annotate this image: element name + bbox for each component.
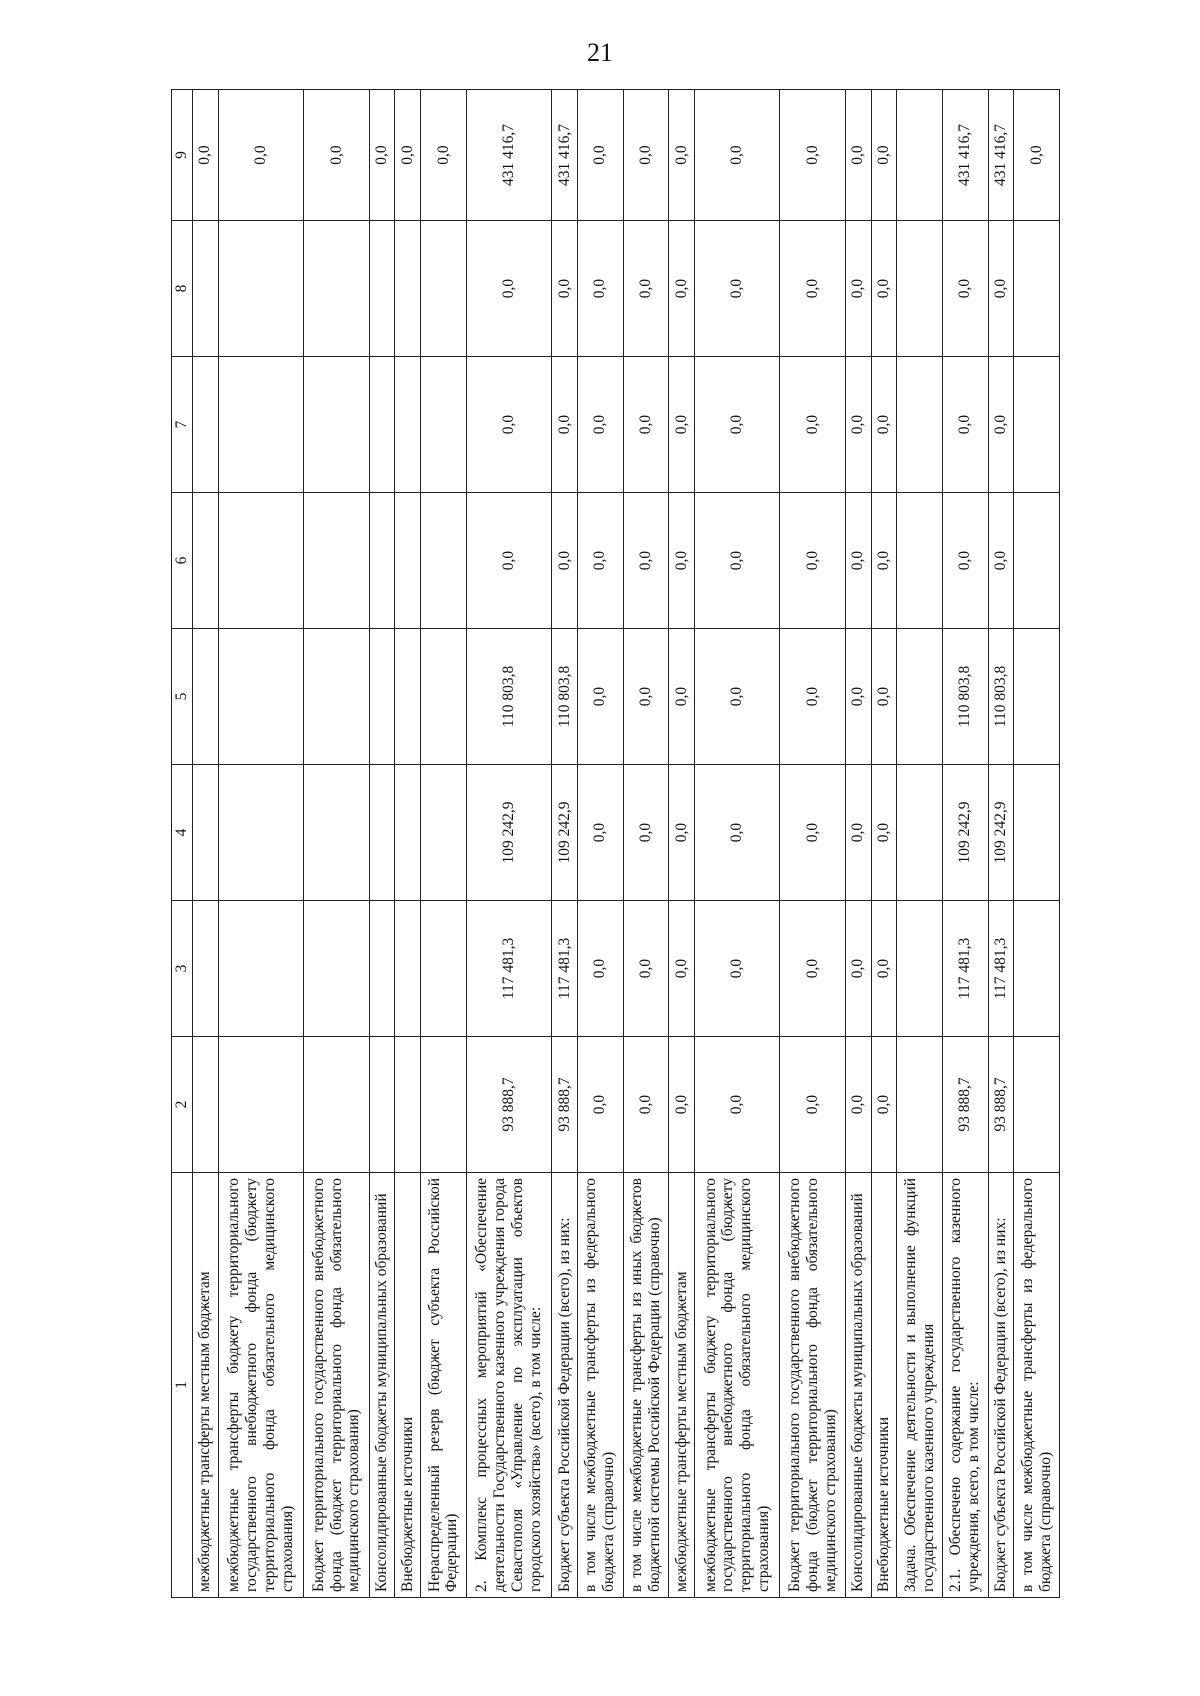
cell-col-4	[193, 765, 219, 901]
row-label: межбюджетные трансферты местным бюджетам	[193, 1173, 219, 1598]
cell-col-7	[395, 357, 421, 493]
cell-col-3	[1014, 901, 1060, 1037]
cell-col-3: 0,0	[871, 901, 897, 1037]
cell-col-3: 117 481,3	[466, 901, 552, 1037]
cell-col-8: 0,0	[988, 221, 1014, 357]
cell-col-7	[193, 357, 219, 493]
cell-col-5	[1014, 629, 1060, 765]
cell-col-9: 0,0	[395, 90, 421, 221]
cell-col-2: 93 888,7	[466, 1037, 552, 1173]
cell-col-9: 0,0	[669, 90, 695, 221]
cell-col-8	[897, 221, 943, 357]
cell-col-7: 0,0	[988, 357, 1014, 493]
cell-col-5: 0,0	[780, 629, 846, 765]
cell-col-8: 0,0	[846, 221, 872, 357]
cell-col-6: 0,0	[694, 493, 780, 629]
cell-col-9: 0,0	[694, 90, 780, 221]
row-label: Задача. Обеспечение деятельности и выполнение функций государственного казенного учреждения	[897, 1173, 943, 1598]
table-row	[395, 90, 421, 1598]
table-row	[466, 90, 552, 1598]
column-header-5: 5	[172, 629, 193, 765]
row-label: Бюджет субъекта Российской Федерации (всего), из них:	[988, 1173, 1014, 1598]
cell-col-6: 0,0	[577, 493, 623, 629]
cell-col-4: 109 242,9	[552, 765, 578, 901]
cell-col-5: 110 803,8	[988, 629, 1014, 765]
cell-col-9: 0,0	[780, 90, 846, 221]
row-label: межбюджетные трансферты местным бюджетам	[669, 1173, 695, 1598]
cell-col-2	[304, 1037, 370, 1173]
row-label: Бюджет субъекта Российской Федерации (всего), из них:	[552, 1173, 578, 1598]
cell-col-9: 0,0	[1014, 90, 1060, 221]
cell-col-8: 0,0	[942, 221, 988, 357]
cell-col-6: 0,0	[942, 493, 988, 629]
table-body	[193, 90, 1060, 1598]
cell-col-6	[897, 493, 943, 629]
cell-col-3	[218, 901, 304, 1037]
table-row	[421, 90, 467, 1598]
cell-col-5	[395, 629, 421, 765]
cell-col-2	[193, 1037, 219, 1173]
cell-col-4: 0,0	[577, 765, 623, 901]
cell-col-6	[395, 493, 421, 629]
table-row	[623, 90, 669, 1598]
cell-col-4	[421, 765, 467, 901]
cell-col-6: 0,0	[623, 493, 669, 629]
cell-col-6	[421, 493, 467, 629]
cell-col-3: 0,0	[669, 901, 695, 1037]
cell-col-2: 0,0	[669, 1037, 695, 1173]
row-label: Консолидированные бюджеты муниципальных образований	[369, 1173, 395, 1598]
cell-col-4	[304, 765, 370, 901]
cell-col-4	[395, 765, 421, 901]
cell-col-5	[193, 629, 219, 765]
table-row	[369, 90, 395, 1598]
cell-col-4: 0,0	[669, 765, 695, 901]
cell-col-5: 0,0	[871, 629, 897, 765]
cell-col-6	[304, 493, 370, 629]
cell-col-9: 0,0	[193, 90, 219, 221]
cell-col-8: 0,0	[552, 221, 578, 357]
cell-col-5: 0,0	[623, 629, 669, 765]
cell-col-4: 0,0	[846, 765, 872, 901]
cell-col-9: 0,0	[623, 90, 669, 221]
cell-col-8	[1014, 221, 1060, 357]
column-header-6: 6	[172, 493, 193, 629]
cell-col-8	[218, 221, 304, 357]
cell-col-4	[369, 765, 395, 901]
page-number: 21	[587, 38, 613, 67]
header-row	[172, 90, 193, 1598]
rotated-table-container	[171, 90, 1060, 1598]
cell-col-9: 431 416,7	[466, 90, 552, 221]
cell-col-7: 0,0	[552, 357, 578, 493]
cell-col-6	[218, 493, 304, 629]
cell-col-8	[369, 221, 395, 357]
row-label: межбюджетные трансферты бюджету территориального государственного внебюджетного фонда (бюджету территориального фонда обязательного медицинского страхования)	[218, 1173, 304, 1598]
cell-col-7	[304, 357, 370, 493]
row-label: в том числе межбюджетные трансферты из федерального бюджета (справочно)	[577, 1173, 623, 1598]
cell-col-2	[897, 1037, 943, 1173]
table-row	[218, 90, 304, 1598]
cell-col-3: 0,0	[846, 901, 872, 1037]
table-row	[897, 90, 943, 1598]
cell-col-8	[193, 221, 219, 357]
cell-col-4	[897, 765, 943, 901]
cell-col-3: 0,0	[623, 901, 669, 1037]
cell-col-5: 110 803,8	[466, 629, 552, 765]
row-label: Бюджет территориального государственного внебюджетного фонда (бюджет территориального фонда обязательного медицинского страхования)	[304, 1173, 370, 1598]
cell-col-7	[218, 357, 304, 493]
cell-col-5	[369, 629, 395, 765]
cell-col-6: 0,0	[846, 493, 872, 629]
cell-col-6: 0,0	[669, 493, 695, 629]
cell-col-2	[218, 1037, 304, 1173]
cell-col-2	[1014, 1037, 1060, 1173]
cell-col-5: 0,0	[694, 629, 780, 765]
table-row	[304, 90, 370, 1598]
column-header-1: 1	[172, 1173, 193, 1598]
cell-col-9: 0,0	[577, 90, 623, 221]
cell-col-8: 0,0	[623, 221, 669, 357]
cell-col-9: 0,0	[304, 90, 370, 221]
table-row	[552, 90, 578, 1598]
cell-col-3: 117 481,3	[552, 901, 578, 1037]
cell-col-5	[218, 629, 304, 765]
column-header-4: 4	[172, 765, 193, 901]
cell-col-3	[395, 901, 421, 1037]
cell-col-3: 117 481,3	[942, 901, 988, 1037]
table-row	[942, 90, 988, 1598]
cell-col-3	[421, 901, 467, 1037]
cell-col-9: 431 416,7	[988, 90, 1014, 221]
cell-col-5	[304, 629, 370, 765]
cell-col-2: 93 888,7	[552, 1037, 578, 1173]
cell-col-6: 0,0	[871, 493, 897, 629]
cell-col-5: 0,0	[669, 629, 695, 765]
row-label: Нераспределенный резерв (бюджет субъекта Российской Федерации)	[421, 1173, 467, 1598]
cell-col-2: 93 888,7	[988, 1037, 1014, 1173]
cell-col-7: 0,0	[669, 357, 695, 493]
cell-col-6	[1014, 493, 1060, 629]
cell-col-4: 0,0	[871, 765, 897, 901]
row-label: Внебюджетные источники	[871, 1173, 897, 1598]
cell-col-7: 0,0	[623, 357, 669, 493]
cell-col-4: 109 242,9	[988, 765, 1014, 901]
cell-col-7	[897, 357, 943, 493]
cell-col-2: 93 888,7	[942, 1037, 988, 1173]
cell-col-8: 0,0	[694, 221, 780, 357]
cell-col-7: 0,0	[871, 357, 897, 493]
cell-col-5: 110 803,8	[942, 629, 988, 765]
cell-col-8: 0,0	[577, 221, 623, 357]
row-label: Бюджет территориального государственного внебюджетного фонда (бюджет территориального фонда обязательного медицинского страхования)	[780, 1173, 846, 1598]
row-label: Консолидированные бюджеты муниципальных образований	[846, 1173, 872, 1598]
table-row	[669, 90, 695, 1598]
cell-col-9: 0,0	[369, 90, 395, 221]
cell-col-9: 0,0	[871, 90, 897, 221]
table-row	[577, 90, 623, 1598]
cell-col-2: 0,0	[623, 1037, 669, 1173]
column-header-2: 2	[172, 1037, 193, 1173]
column-header-8: 8	[172, 221, 193, 357]
cell-col-9: 0,0	[218, 90, 304, 221]
cell-col-6	[193, 493, 219, 629]
cell-col-6: 0,0	[988, 493, 1014, 629]
cell-col-2	[421, 1037, 467, 1173]
cell-col-7	[1014, 357, 1060, 493]
table-row	[694, 90, 780, 1598]
cell-col-7: 0,0	[577, 357, 623, 493]
cell-col-3	[369, 901, 395, 1037]
cell-col-3: 117 481,3	[988, 901, 1014, 1037]
cell-col-7	[369, 357, 395, 493]
row-label: Внебюджетные источники	[395, 1173, 421, 1598]
cell-col-3	[193, 901, 219, 1037]
cell-col-8: 0,0	[669, 221, 695, 357]
row-label: 2. Комплекс процессных мероприятий «Обеспечение деятельности Государственного казенного учреждения города Севастополя «Управление по эксплуатации объектов городского хозяйства» (всего), в том числе:	[466, 1173, 552, 1598]
cell-col-2: 0,0	[780, 1037, 846, 1173]
cell-col-3	[304, 901, 370, 1037]
cell-col-4: 0,0	[780, 765, 846, 901]
cell-col-4: 109 242,9	[942, 765, 988, 901]
cell-col-8: 0,0	[780, 221, 846, 357]
table-row	[988, 90, 1014, 1598]
cell-col-5: 0,0	[577, 629, 623, 765]
cell-col-3: 0,0	[577, 901, 623, 1037]
cell-col-4: 0,0	[694, 765, 780, 901]
cell-col-2	[369, 1037, 395, 1173]
cell-col-5	[897, 629, 943, 765]
table-row	[780, 90, 846, 1598]
cell-col-7: 0,0	[846, 357, 872, 493]
cell-col-9: 0,0	[421, 90, 467, 221]
cell-col-7	[421, 357, 467, 493]
cell-col-6: 0,0	[780, 493, 846, 629]
cell-col-5: 0,0	[846, 629, 872, 765]
column-header-9: 9	[172, 90, 193, 221]
table-row	[846, 90, 872, 1598]
cell-col-4: 109 242,9	[466, 765, 552, 901]
table-row	[871, 90, 897, 1598]
cell-col-9: 431 416,7	[942, 90, 988, 221]
cell-col-7: 0,0	[942, 357, 988, 493]
cell-col-8	[304, 221, 370, 357]
cell-col-3	[897, 901, 943, 1037]
cell-col-2: 0,0	[694, 1037, 780, 1173]
cell-col-4	[1014, 765, 1060, 901]
table-row	[1014, 90, 1060, 1598]
cell-col-5: 110 803,8	[552, 629, 578, 765]
row-label: в том числе межбюджетные трансферты из иных бюджетов бюджетной системы Российской Федерации (справочно)	[623, 1173, 669, 1598]
cell-col-7: 0,0	[694, 357, 780, 493]
cell-col-6: 0,0	[466, 493, 552, 629]
row-label: 2.1. Обеспечено содержание государственного казенного учреждения, всего, в том числе:	[942, 1173, 988, 1598]
cell-col-6: 0,0	[552, 493, 578, 629]
cell-col-2: 0,0	[577, 1037, 623, 1173]
column-header-7: 7	[172, 357, 193, 493]
cell-col-9: 431 416,7	[552, 90, 578, 221]
cell-col-9: 0,0	[846, 90, 872, 221]
cell-col-2: 0,0	[846, 1037, 872, 1173]
cell-col-8: 0,0	[871, 221, 897, 357]
cell-col-8	[395, 221, 421, 357]
column-header-3: 3	[172, 901, 193, 1037]
cell-col-2: 0,0	[871, 1037, 897, 1173]
cell-col-8: 0,0	[466, 221, 552, 357]
cell-col-6	[369, 493, 395, 629]
cell-col-7: 0,0	[780, 357, 846, 493]
row-label: межбюджетные трансферты бюджету территориального государственного внебюджетного фонда (бюджету территориального фонда обязательного медицинского страхования)	[694, 1173, 780, 1598]
cell-col-5	[421, 629, 467, 765]
cell-col-3: 0,0	[780, 901, 846, 1037]
cell-col-8	[421, 221, 467, 357]
cell-col-9	[897, 90, 943, 221]
cell-col-7: 0,0	[466, 357, 552, 493]
cell-col-4: 0,0	[623, 765, 669, 901]
table-row	[193, 90, 219, 1598]
cell-col-4	[218, 765, 304, 901]
cell-col-2	[395, 1037, 421, 1173]
budget-table	[171, 89, 1060, 1598]
cell-col-3: 0,0	[694, 901, 780, 1037]
row-label: в том числе межбюджетные трансферты из федерального бюджета (справочно)	[1014, 1173, 1060, 1598]
